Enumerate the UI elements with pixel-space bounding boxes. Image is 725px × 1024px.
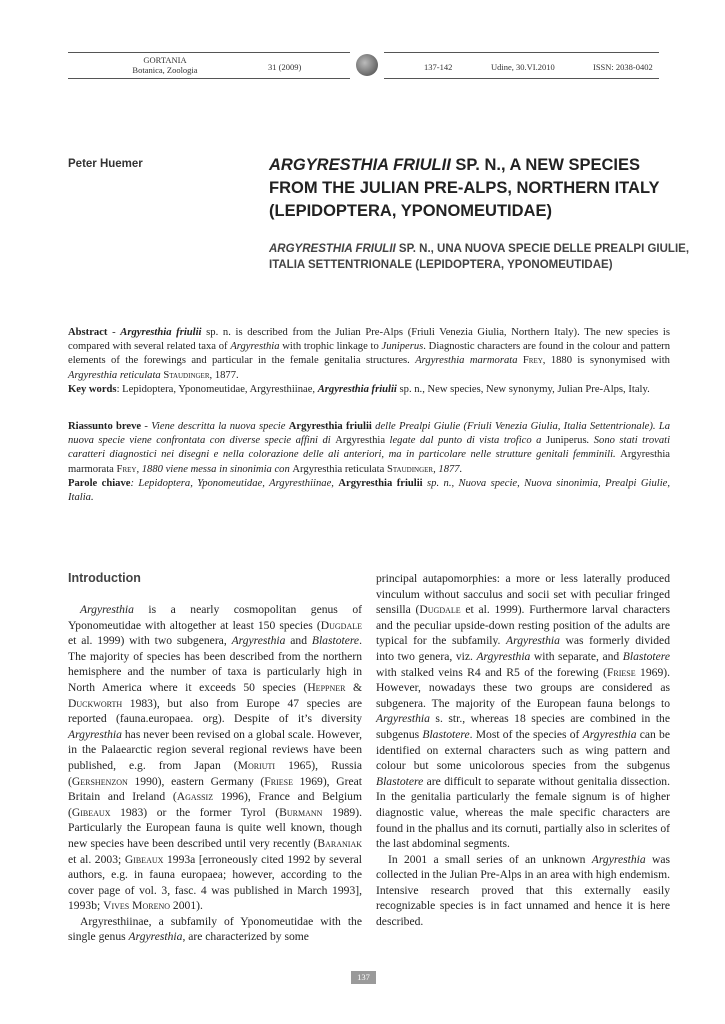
- right-column: [376, 571, 670, 930]
- header-top-rule: [68, 52, 350, 53]
- header-bottom-rule-right: [384, 78, 659, 79]
- author-name: Peter Huemer: [68, 158, 143, 170]
- title-rest: SP. N., A NEW SPECIES FROM THE JULIAN PRE-ALPS, NORTHERN ITALY (LEPIDOPTERA, YPONOMEUTIDAE): [269, 156, 660, 220]
- right-paragraph-1: principal autapomorphies: a more or less laterally produced vinculum without sacculus and socii set with peculiar fringed sensilla (Dugdale et al. 1999). Furthermore larval characters and the peculiar upside-down resting position of the adults are typical for the subfamily. Argyresthia was formerly divided into two genera, viz. Argyresthia with separate, and Blastotere with stalked veins R4 and R5 of the forewing (Friese 1969). However, nowadays these two groups are considered as subgenera. The majority of the European fauna belongs to Argyresthia s. str., whereas 18 species are combined in the subgenus Blastotere. Most of the species of Argyresthia can be identified on external characters such as wing pattern and colour but some unicolorous species from the subgenus Blastotere are difficult to separate without genitalia dissection. In the genitalia particularly the female signum is of higher diagnostic value, whereas the male specific characters are found in the phallus and its cornuti, partially also in sclerites of the last abdominal segments.: [376, 572, 670, 851]
- right-paragraph-2: In 2001 a small series of an unknown Argyresthia was collected in the Julian Pre-Alps in an area with high endemism. Intensive research proved that this externally easily recognizable species is in fact unnamed and hence it is here described.: [376, 852, 670, 929]
- header-issn: ISSN: 2038-0402: [593, 62, 653, 72]
- left-paragraph-2: Argyresthiinae, a subfamily of Yponomeutidae with the single genus Argyresthia, are characterized by some: [68, 914, 362, 944]
- riassunto: Riassunto breve - Viene descritta la nuova specie Argyresthia friulii delle Prealpi Giulie (Friuli Venezia Giulia, Italia Settentrionale). La nuova specie viene confrontata con diverse specie affini di Argyresthia legate dal punto di vista trofico a Juniperus. Sono stati trovati caratteri diagnostici nei disegni e nella colorazione delle ali anteriori, ma in particolare nelle strutture genitali femminili. Argyresthia marmorata Frey, 1880 viene messa in sinonimia con Argyresthia reticulata Staudinger, 1877.: [68, 421, 671, 475]
- header-top-rule-right: [384, 52, 659, 53]
- left-paragraph-1: Argyresthia is a nearly cosmopolitan genus of Yponomeutidae with altogether at least 150 species (Dugdale et al. 1999) with two subgenera, Argyresthia and Blastotere. The majority of species has been described from the northern hemisphere and the number of taxa is particularly high in North America where it exceeds 50 species (Heppner & Duckworth 1983), but also from Europe 47 species are reported (fauna.europaea. org). Despite of it’s diversity Argyresthia has never been revised on a global scale. However, in the Palaearctic region several regional reviews have been published, e.g. from Japan (Moriuti 1965), Russia (Gershenzon 1990), eastern Germany (Friese 1969), Great Britain and Ireland (Agassiz 1996), France and Belgium (Gibeaux 1983) or the former Tyrol (Burmann 1989). Particularly the European fauna is quite well known, though new species have been described until very recently (Baraniak et al. 2003; Gibeaux 1993a [erroneously cited 1992 by several authors, e.g. in fauna europaea; however, according to the cover page of vol. 3, fasc. 4 was published in March 1993], 1993b; Vives Moreno 2001).: [68, 603, 363, 913]
- subtitle-species: ARGYRESTHIA FRIULII: [269, 243, 396, 255]
- header-bottom-rule: [68, 78, 350, 79]
- journal-series: Botanica, Zoologia: [132, 65, 198, 75]
- left-column: [68, 602, 362, 945]
- subtitle-rest: SP. N., UNA NUOVA SPECIE DELLE PREALPI GIULIE, ITALIA SETTENTRIONALE (LEPIDOPTERA, YPONOMEUTIDAE): [269, 243, 690, 271]
- riassunto-block: [68, 420, 670, 505]
- header-pages: 137-142: [424, 62, 453, 72]
- keywords: Key words: Lepidoptera, Yponomeutidae, Argyresthiinae, Argyresthia friulii sp. n., New species, New synonymy, Julian Pre-Alps, Italy.: [68, 383, 650, 395]
- article-subtitle: [269, 241, 689, 273]
- article-title: [269, 154, 689, 223]
- title-species: ARGYRESTHIA FRIULII: [269, 156, 451, 174]
- header-date: Udine, 30.VI.2010: [491, 62, 555, 72]
- abstract: Abstract - Argyresthia friulii sp. n. is described from the Julian Pre-Alps (Friuli Venezia Giulia, Northern Italy). The new species is compared with several related taxa of Argyresthia with trophic linkage to Juniperus. Diagnostic characters are found in the colour and pattern elements of the forewings and particular in the female genitalia structures. Argyresthia marmorata Frey, 1880 is synonymised with Argyresthia reticulata Staudinger, 1877.: [68, 327, 670, 381]
- page-number: 137: [351, 971, 376, 984]
- journal-logo-icon: [356, 54, 378, 76]
- journal-name: GORTANIA: [143, 55, 187, 65]
- header-journal: [110, 55, 220, 75]
- abstract-block: [68, 326, 670, 397]
- introduction-heading: Introduction: [68, 571, 141, 585]
- header-volume: 31 (2009): [268, 62, 302, 72]
- parole-chiave: Parole chiave: Lepidoptera, Yponomeutidae, Argyresthiinae, Argyresthia friulii sp. n., Nuova specie, Nuova sinonimia, Prealpi Giulie, Italia.: [68, 477, 671, 504]
